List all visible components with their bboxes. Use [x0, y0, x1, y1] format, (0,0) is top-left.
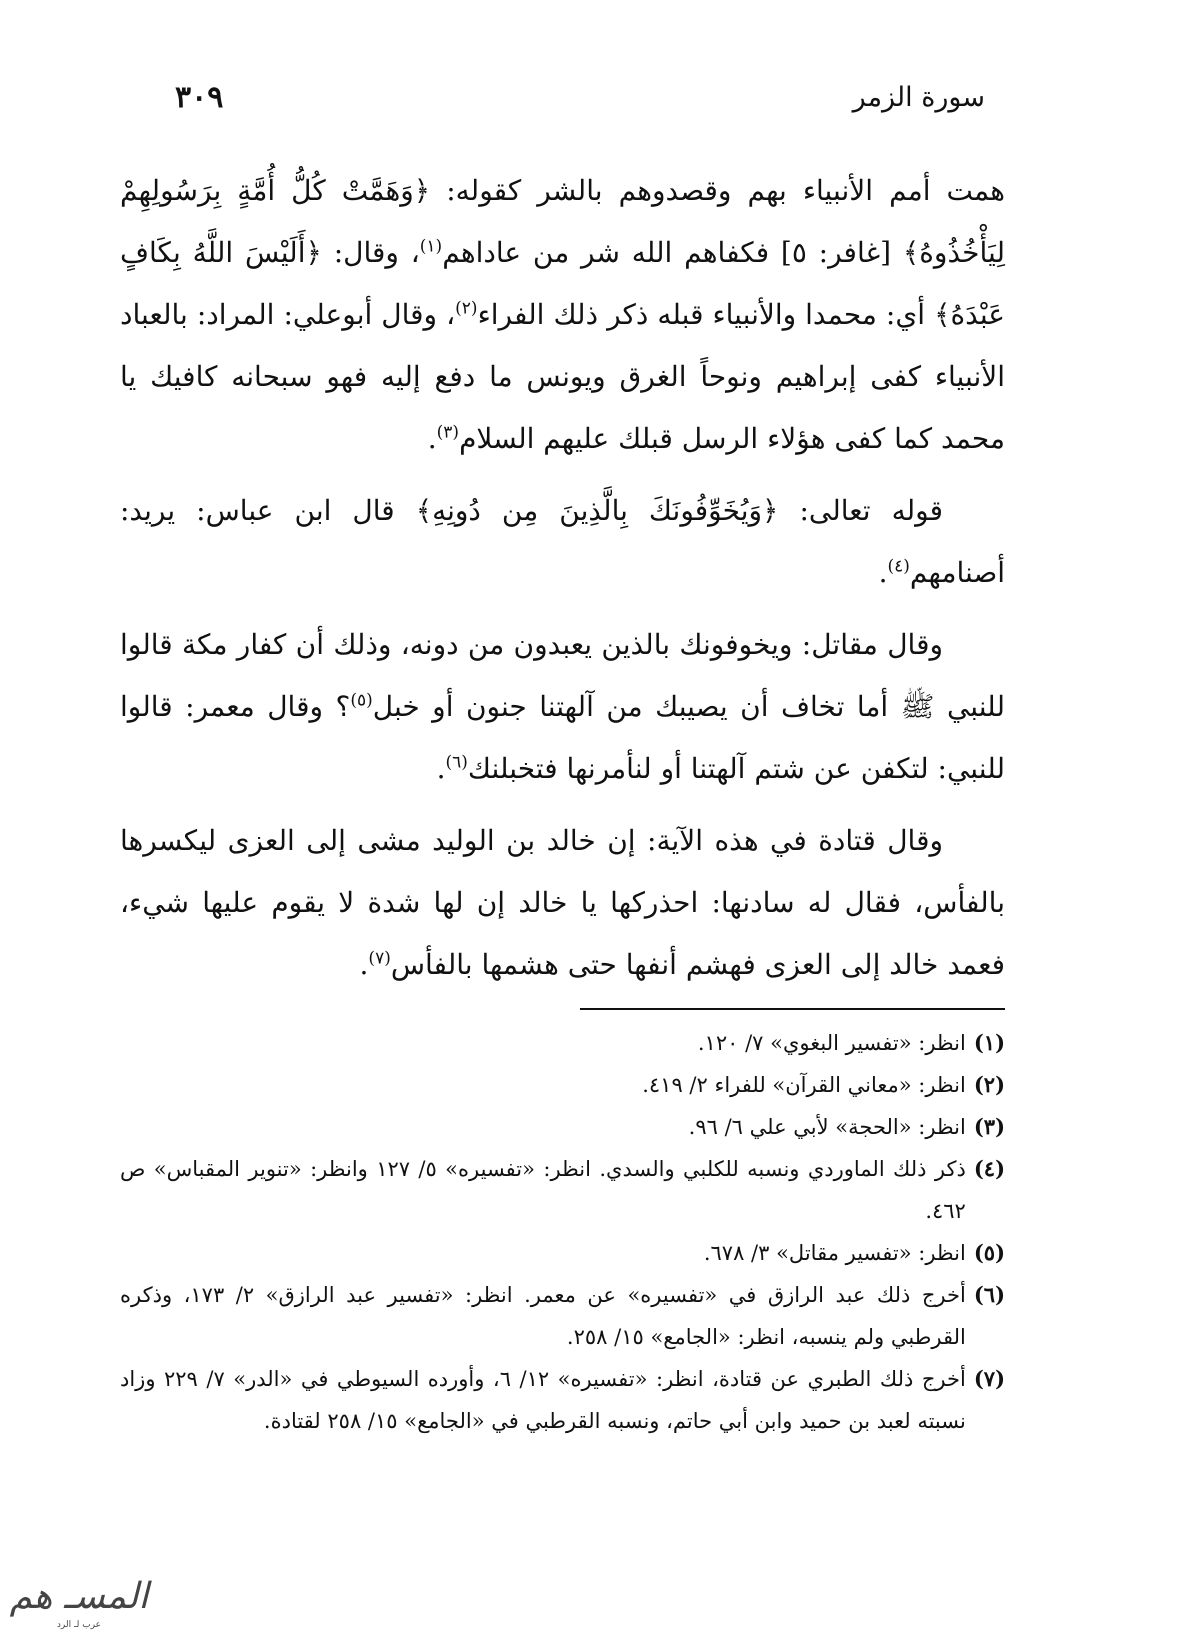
- footnote-number: (٥): [973, 1240, 1005, 1265]
- text-run: .: [427, 422, 437, 455]
- text-run: قال ابن عباس: يريد: أصنامهم: [120, 494, 1005, 589]
- text-run: .: [436, 752, 446, 785]
- logo-text: المسـ هم: [9, 1576, 149, 1617]
- text-run: .: [878, 556, 888, 589]
- quran-verse: ﴿وَهَمَّتْ كُلُّ أُمَّةٍ بِرَسُولِهِمْ لِيَأْخُذُوهُ﴾: [120, 174, 1005, 269]
- quran-verse: ﴿وَيُخَوِّفُونَكَ بِالَّذِينَ مِن دُونِهِ﴾: [415, 494, 779, 527]
- text-run: وقال مقاتل: ويخوفونك بالذين يعبدون من دونه، وذلك أن كفار مكة قالوا للنبي ﷺ أما تخاف أن يصيبك من آلهتنا جنون أو خبل: [120, 628, 1005, 723]
- footnote-number: (٢): [973, 1072, 1005, 1097]
- footnote-item: [120, 1232, 1005, 1274]
- footnote-number: (٤): [973, 1156, 1005, 1181]
- text-run: وقال قتادة في هذه الآية: إن خالد بن الوليد مشى إلى العزى ليكسرها بالفأس، فقال له سادنها: احذركها يا خالد إن لها شدة لا يقوم عليها شيء، فعمد خالد إلى العزى فهشم أنفها حتى هشمها بالفأس: [120, 824, 1005, 981]
- footnote-item: [120, 1064, 1005, 1106]
- footnote-divider: [580, 1008, 1005, 1010]
- footnote-ref: (١): [419, 236, 443, 257]
- paragraph-4: [120, 810, 1005, 996]
- paragraph-3: [120, 614, 1005, 800]
- paragraph-1: [120, 160, 1005, 470]
- footnote-ref: (٤): [887, 556, 910, 577]
- footnote-item: [120, 1274, 1005, 1358]
- footnote-ref: (٢): [455, 298, 478, 319]
- text-run: همت أمم الأنبياء بهم وقصدوهم بالشر كقوله:: [430, 174, 1005, 207]
- footnote-text: انظر: «تفسير مقاتل» ٣/ ٦٧٨.: [703, 1241, 966, 1265]
- text-run: .: [359, 948, 369, 981]
- text-run: [غافر: ٥] فكفاهم الله شر من عاداهم: [442, 236, 903, 269]
- page-number: ٣٠٩: [175, 79, 224, 115]
- footnote-item: [120, 1358, 1005, 1442]
- footnote-item: [120, 1022, 1005, 1064]
- footnote-text: انظر: «الحجة» لأبي علي ٦/ ٩٦.: [688, 1115, 966, 1139]
- logo-subtext: عرب لـ الرد: [56, 1620, 102, 1630]
- quran-verse: ﴿أَلَيْسَ اللَّهُ بِكَافٍ عَبْدَهُ﴾: [120, 236, 1006, 331]
- text-run: ، وقال أبوعلي: المراد: بالعباد الأنبياء كفى إبراهيم ونوحاً الغرق ويونس ما دفع إليه فهو سبحانه كافيك يا محمد كما كفى هؤلاء الرسل قبلك عليهم السلام: [120, 298, 1005, 455]
- footnote-text: أخرج ذلك الطبري عن قتادة، انظر: «تفسيره» ١٢/ ٦، وأورده السيوطي في «الدر» ٧/ ٢٢٩ وزاد نسبته لعبد بن حميد وابن أبي حاتم، ونسبه القرطبي في «الجامع» ١٥/ ٢٥٨ لقتادة.: [120, 1367, 966, 1433]
- text-run: أي: محمدا والأنبياء قبله ذكر ذلك الفراء: [477, 298, 935, 331]
- footnote-text: انظر: «معاني القرآن» للفراء ٢/ ٤١٩.: [642, 1073, 966, 1097]
- text-run: قوله تعالى:: [778, 494, 944, 527]
- footnote-number: (٣): [973, 1114, 1005, 1139]
- footnote-item: [120, 1148, 1005, 1232]
- footnote-number: (٦): [973, 1282, 1005, 1307]
- footnote-ref: (٦): [445, 752, 468, 773]
- footnote-ref: (٧): [368, 948, 391, 969]
- footnote-number: (٧): [973, 1366, 1005, 1391]
- footnote-text: انظر: «تفسير البغوي» ٧/ ١٢٠.: [697, 1031, 966, 1055]
- footnote-text: أخرج ذلك عبد الرازق في «تفسيره» عن معمر. انظر: «تفسير عبد الرازق» ٢/ ١٧٣، وذكره القرطبي ولم ينسبه، انظر: «الجامع» ١٥/ ٢٥٨.: [120, 1283, 966, 1349]
- footnotes: [120, 1022, 1005, 1442]
- text-run: ، وقال:: [321, 236, 420, 269]
- footnote-ref: (٥): [350, 690, 373, 711]
- footnote-item: [120, 1106, 1005, 1148]
- text-run: ؟ وقال معمر: قالوا للنبي: لتكفن عن شتم آلهتنا أو لنأمرنها فتخبلنك: [120, 690, 1005, 785]
- footnote-text: ذكر ذلك الماوردي ونسبه للكلبي والسدي. انظر: «تفسيره» ٥/ ١٢٧ وانظر: «تنوير المقباس» ص ٤٦٢.: [120, 1157, 966, 1223]
- paragraph-2: [120, 480, 1005, 604]
- footnote-number: (١): [973, 1030, 1005, 1055]
- surah-title: سورة الزمر: [852, 81, 985, 113]
- main-text: [120, 160, 1005, 1006]
- footnote-ref: (٣): [436, 422, 460, 443]
- page-header: [175, 72, 985, 122]
- publisher-logo-stamp: [4, 1575, 154, 1645]
